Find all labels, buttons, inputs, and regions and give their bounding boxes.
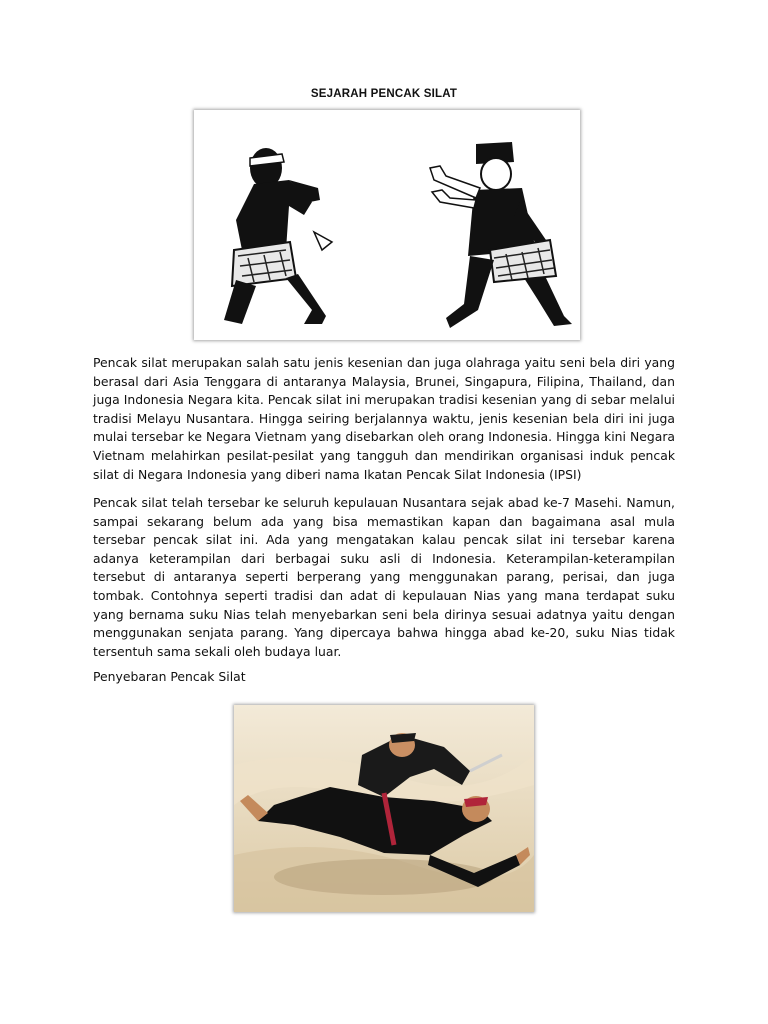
paragraph-2: Pencak silat telah tersebar ke seluruh kepulauan Nusantara sejak abad ke-7 Masehi. Namun, sampai sekarang belum ada yang bisa memastikan kapan dan bagaimana asal mula tersebar pencak silat ini. Ada yang mengatakan kalau pencak silat ini tersebar karena adanya keterampilan dari berbagai suku asli di Indonesia. Keterampilan-keterampilan tersebut di antaranya seperti berperang yang menggunakan parang, perisai, dan juga tombak. Contohnya seperti tradisi dan adat di kepulauan Nias yang mana terdapat suku yang bernama suku Nias telah menyebarkan seni bela dirinya sesuai adatnya yaitu dengan menggunakan senjata parang. Yang dipercaya bahwa hingga abad ke-20, suku Nias tidak tersentuh sama sekali oleh budaya luar. — [93, 495, 675, 659]
illustration-silat-fighters — [194, 110, 580, 340]
section-subheading: Penyebaran Pencak Silat — [93, 669, 246, 684]
paragraph-1: Pencak silat merupakan salah satu jenis kesenian dan juga olahraga yaitu seni bela diri yang berasal dari Asia Tenggara di antaranya Malaysia, Brunei, Singapura, Filipina, Thailand, dan juga Indonesia Negara kita. Pencak silat ini merupakan tradisi kesenian yang di sebar melalui tradisi Melayu Nusantara. Hingga seiring berjalannya waktu, jenis kesenian bela diri ini juga mulai tersebar ke Negara Vietnam yang disebarkan oleh orang Indonesia. Hingga kini Negara Vietnam melahirkan pesilat-pesilat yang tangguh dan mendirikan organisasi induk pencak silat di Negara Indonesia yang diberi nama Ikatan Pencak Silat Indonesia (IPSI) — [93, 355, 675, 482]
page-title: SEJARAH PENCAK SILAT — [310, 88, 458, 100]
photo-silat-performers — [234, 705, 534, 912]
